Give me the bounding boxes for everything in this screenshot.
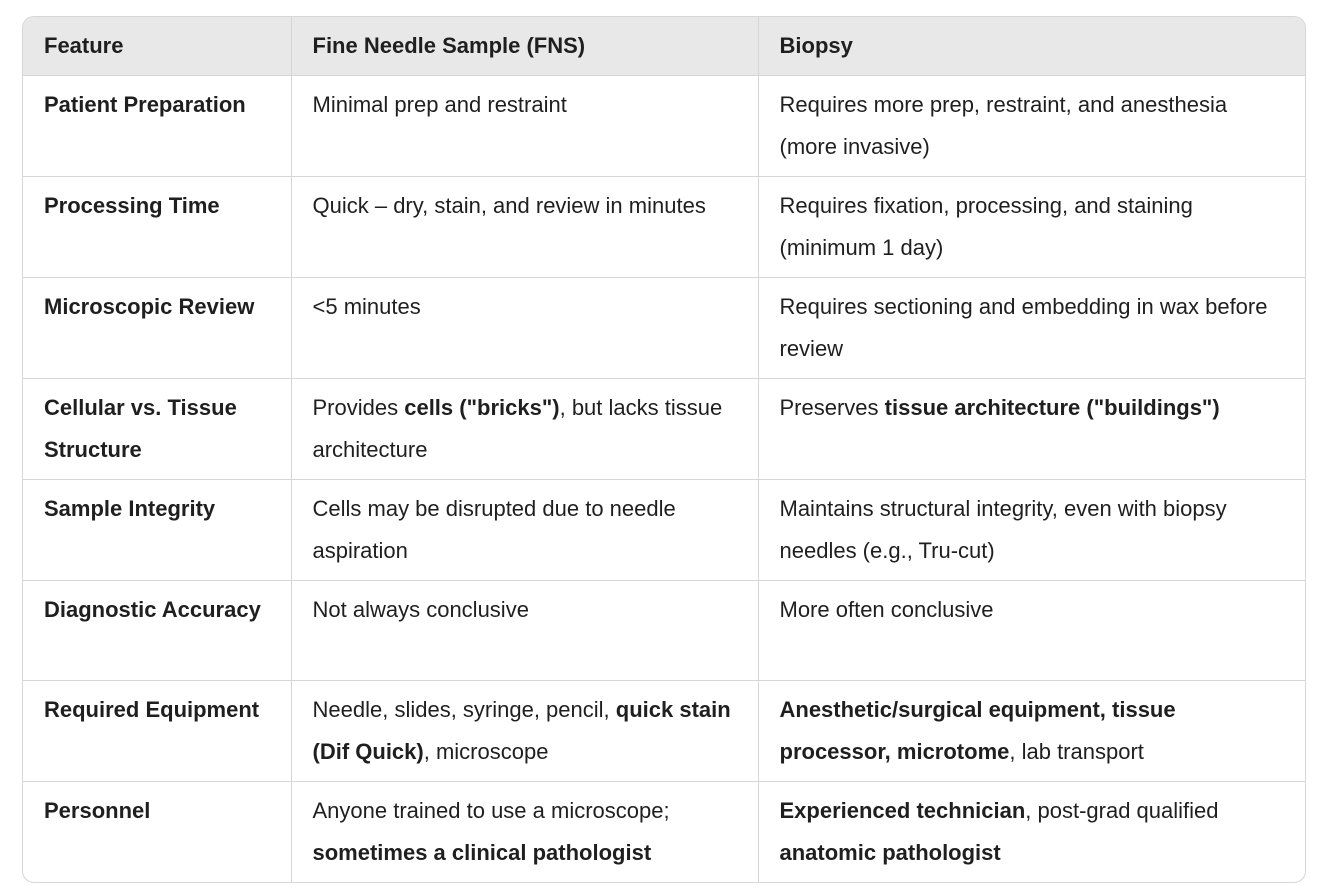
text-segment: Requires sectioning and embedding in wax before review [779,294,1268,361]
bold-text-segment: sometimes a clinical pathologist [312,840,652,865]
fns-cell [291,581,758,681]
table-row [23,76,1305,177]
text-segment: Requires more prep, restraint, and anesthesia (more invasive) [779,92,1228,159]
text-segment: , post-grad qualified [1025,798,1219,823]
fns-cell [291,480,758,581]
biopsy-cell [758,76,1305,177]
text-segment: Requires fixation, processing, and staining (minimum 1 day) [779,193,1193,260]
header-fns: Fine Needle Sample (FNS) [291,17,758,76]
text-segment: Quick – dry, stain, and review in minutes [312,193,706,218]
feature-cell: Sample Integrity [23,480,291,581]
feature-cell: Processing Time [23,177,291,278]
biopsy-cell [758,278,1305,379]
bold-text-segment: tissue architecture ("buildings") [884,395,1220,420]
fns-cell [291,278,758,379]
feature-cell: Diagnostic Accuracy [23,581,291,681]
text-segment: Needle, slides, syringe, pencil, [312,697,616,722]
text-segment: <5 minutes [312,294,421,319]
bold-text-segment: cells ("bricks") [404,395,560,420]
table-row [23,581,1305,681]
fns-cell [291,782,758,883]
header-row [23,17,1305,76]
fns-cell [291,177,758,278]
text-segment: , but lacks tissue architecture [312,395,723,462]
feature-cell: Cellular vs. Tissue Structure [23,379,291,480]
bold-text-segment: Anesthetic/surgical equipment, tissue processor, microtome [779,697,1176,764]
biopsy-cell [758,480,1305,581]
feature-cell: Required Equipment [23,681,291,782]
text-segment: Anyone trained to use a microscope; [312,798,670,823]
text-segment: Cells may be disrupted due to needle aspiration [312,496,676,563]
bold-text-segment: quick stain (Dif Quick) [312,697,731,764]
text-segment: Maintains structural integrity, even with biopsy needles (e.g., Tru-cut) [779,496,1227,563]
text-segment: Not always conclusive [312,597,529,622]
header-feature: Feature [23,17,291,76]
text-segment: More often conclusive [779,597,994,622]
fns-cell [291,379,758,480]
fns-cell [291,76,758,177]
feature-cell: Personnel [23,782,291,883]
text-segment: Preserves [779,395,885,420]
table-row [23,278,1305,379]
text-segment: , microscope [423,739,549,764]
comparison-table-container [22,16,1306,883]
fns-cell [291,681,758,782]
biopsy-cell [758,681,1305,782]
table-row [23,681,1305,782]
comparison-table [23,17,1305,882]
biopsy-cell [758,379,1305,480]
biopsy-cell [758,782,1305,883]
text-segment: , lab transport [1009,739,1144,764]
header-biopsy: Biopsy [758,17,1305,76]
feature-cell: Patient Preparation [23,76,291,177]
text-segment: Provides [312,395,405,420]
biopsy-cell [758,581,1305,681]
table-row [23,177,1305,278]
table-header [23,17,1305,76]
biopsy-cell [758,177,1305,278]
table-row [23,782,1305,883]
table-row [23,379,1305,480]
feature-cell: Microscopic Review [23,278,291,379]
text-segment: Minimal prep and restraint [312,92,567,117]
bold-text-segment: anatomic pathologist [779,840,1001,865]
table-body [23,76,1305,883]
table-row [23,480,1305,581]
bold-text-segment: Experienced technician [779,798,1026,823]
